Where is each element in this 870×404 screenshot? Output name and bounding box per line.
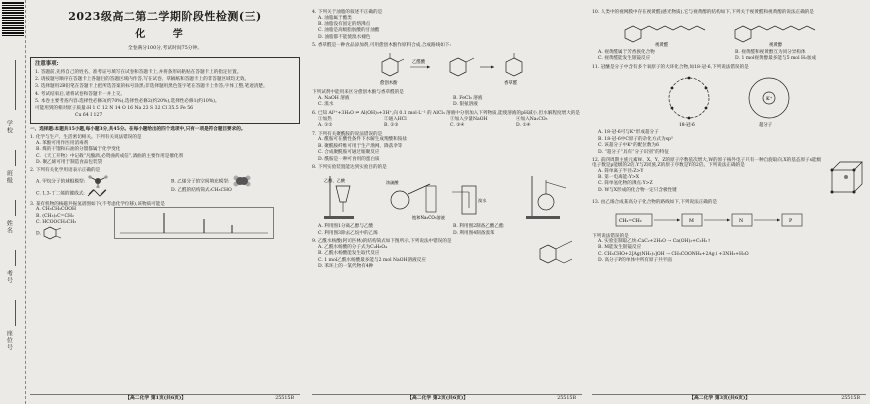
question-stem: 6. 已知 Al³⁺+3H₂O ⇌ Al(OH)₃+3H⁺,向 0.1 mol·L⁻¹ 的 AlCl₃ 溶液中分别加入下列物质,能使溶液的pH减小,但水解程度增大的是 [312,111,581,117]
question-3 [30,202,300,242]
exam-code: 25515B [557,396,576,402]
option-b: B. ②③ [384,123,399,129]
butadiene-skeletal-formula [86,188,110,198]
option-c: C. 溴水 [318,102,334,108]
notice-title: 注意事项: [35,61,59,68]
option-b: B. 油脂没有固定的熔沸点 [318,21,371,27]
apparatus-label: 饱和Na₂CO₃溶液 [412,215,445,221]
svg-text:K⁺: K⁺ [766,96,773,103]
option-a: A. 苯酚可用作医用消毒剂 [36,140,89,146]
route-node: N [739,218,744,224]
option-b: B. M能发生银镜反应 [598,245,642,251]
margin-line [15,250,16,266]
option-d: D. 利用图4制备溴苯 [453,230,495,236]
option-b: B. 乙酰水杨酸能发生取代反应 [318,251,380,257]
notice-item: 2. 请按题号顺序在答题卡上各题目的答题区域内作答,写在试卷、草稿纸和答题卡上的非答题区域均无效。 [35,77,250,83]
option-d: D. 银氨溶液 [453,102,478,108]
option-a: A. CH₃CH₂COOH [36,207,77,213]
question-6 [312,111,582,129]
question-13 [592,200,866,264]
margin-label-seat: 座位号 [5,330,13,351]
condition-1: ①加热 [318,116,332,122]
option-a: A. 利用图1分离乙醇与乙酸 [318,224,374,230]
notice-item: Cu 64 I 127 [75,113,103,119]
page-3 [592,4,866,402]
route-node: M [689,218,694,224]
exam-meta: 全卷满分100分,考试时间75分钟。 [127,45,203,51]
option-b: B. 煤的干馏和石油的分馏都属于化学变化 [36,147,121,153]
margin-line [15,200,16,216]
option-a: A. 视黄醛属于芳香族化合物 [598,49,655,55]
structure-label: 愈创木酚 [380,81,398,87]
apparatus-label: 溴水 [478,198,487,204]
question-stem: 4. 下列关于油脂的叙述不正确的是 [312,10,383,15]
option-a: A. 实验室制取乙炔:CaC₂+2H₂O → Ca(OH)₂+C₂H₂↑ [598,239,712,245]
lab-apparatus-figures [322,172,572,222]
option-c [36,188,165,198]
question-stem: 10. 人类中的视网膜中存在视黄醛(感光物质),它与视黄醇的结构如下,下列关于视黄醛和视黄醇的说法正确的是 [592,10,814,15]
option-a: A. ①② [318,123,333,129]
option-d: D. 苯环上的一氯代物有4种 [318,264,374,270]
option-b [171,174,300,188]
margin-line [15,60,16,110]
exam-code: 25515B [841,396,860,402]
notice-item: 可能用到的相对原子质量:H 1 C 12 N 14 O 16 Na 23 S 32 Cl 35.5 Fe 56 [35,105,194,111]
question-9 [312,239,582,273]
question-substem: 下列说法错误的是 [592,233,629,239]
option-d: D. 油脂都不能使溴水褪色 [318,34,371,40]
methane-ball-stick-model [87,174,109,188]
option-text: A. 甲烷分子的球棍模型: [36,179,86,185]
question-11 [592,65,866,155]
notice-item: 5. 本卷主要考查内容:选择性必修3(约70%),选择性必修2(约20%),选择性必修1(约10%)。 [35,98,220,104]
condition-4: ④加入Na₂CO₃ [516,116,548,122]
question-stem: 5. 香草醛是一种食品添加剂,可用愈创木酚作原料合成,合成路线如下: [312,42,451,48]
subject-title: 化 学 [135,29,195,41]
synthesis-route [614,208,844,232]
ethylene-space-filling-model [231,174,253,188]
margin-label-id: 考号 [5,270,13,284]
notice-item: 3. 选择题用2B铅笔在答题卡上把所选答案的标号涂黑;非选择题用黑色签字笔在答题卡上作答;字体工整,笔迹清楚。 [35,84,268,90]
question-1 [30,135,300,165]
question-12 [592,158,866,198]
page-footer [592,394,866,402]
question-8 [312,165,582,237]
option-a: A. NaOH 溶液 [318,95,350,101]
barcode [2,2,24,36]
structure-label: 超分子 [759,123,773,129]
reagent-label: 乙醛酸 [412,60,426,66]
option-text: C. 1,3-丁二烯的键线式: [36,191,85,197]
question-stem: 8. 下列实验装置能达到实验目的的是 [312,164,387,170]
question-stem: 7. 下列有关聚酰胺的说法错误的是 [312,131,383,137]
question-2 [30,168,300,199]
question-stem: 11. 冠醚是分子中含有多个氧原子的大环化合物,如18-冠-6,下列说法错误的是 [592,64,749,70]
option-b: B. 18-冠-6中C原子的杂化方式为sp³ [598,136,673,142]
option-d: D. 乙醛的结构简式:CH₃CHO [171,188,232,194]
exam-code: 25515B [275,396,294,402]
option-c: C. ③④ [450,123,465,129]
option-c: C. HCOOCH₂CH₃ [36,220,77,226]
margin-label-school: 学校 [5,120,13,134]
page-number: 【高二化学 第1页(共6页)】 [125,395,187,402]
question-stem: 13. 由乙烯合成某高分子化合物的路线如下,下列说法正确的是 [592,199,718,205]
dibromobenzene-structure [42,226,62,240]
option-a: A. 油脂属于酯类 [318,15,352,21]
question-7 [312,132,582,162]
option-b: B. (CH₃)₂C=CH₂ [36,213,74,219]
option-c: C. 1 mol乙酰水杨酸最多能与2 mol NaOH溶液反应 [318,257,426,263]
route-node: P [789,218,793,224]
option-text: D. [36,231,41,237]
structure-label: 香草醛 [504,81,518,87]
option-a: A. 18-冠-6可与K⁺形成超分子 [598,130,659,136]
option-a: A. 简单离子半径:Z>Y [598,168,644,174]
notice-box [30,57,300,124]
option-b: B. 视黄醛和视黄醇互为同分异构体 [735,49,806,55]
section-heading: 一、选择题:本题共15小题,每小题3分,共45分。在每小题给出的四个选项中,只有一项是符合题目要求的。 [30,127,246,133]
crystal-cell-diagram [826,158,866,198]
option-a [36,174,165,188]
apparatus-label: 乙醇、乙酸 [324,178,345,184]
option-d: D. 聚乙烯可用于制造食品包装袋 [36,160,103,166]
page-1 [30,4,300,402]
crown-ether-figures [629,72,829,128]
route-node: CH₂=CH₂ [619,218,642,224]
question-stem: 9. 乙酰水杨酸(阿司匹林)的结构简式如下图所示,下列说法中错误的是 [312,239,452,245]
question-stem: 3. 某有机物的核磁共振氢谱图如下(不考虑化学位移),该物质可能是 [30,201,165,207]
structure-label: 视黄醛 [655,42,669,48]
option-c: C. 《天工开物》中记载“凡酿酒,必资曲药成信”,酒曲的主要作用是催化剂 [36,153,184,159]
condition-2: ②通入HCl [384,116,407,122]
question-stem: 1. 化学与生产、生活密切相关。下列有关说法错误的是 [30,135,142,141]
notice-item: 4. 考试结束后,请将试卷和答题卡一并上交。 [35,91,125,97]
page-footer [312,394,582,402]
option-d: D. ①④ [516,123,531,129]
condition-3: ③加入少量NaOH [450,116,488,122]
option-d: D. 酰胺是一种可食用的蛋白质 [318,156,380,162]
retinal-retinol-structures [619,18,839,48]
page-footer [30,394,300,402]
option-d: D. “超分子”具有“分子识别”的特征 [598,149,669,155]
structure-label: 视黄醇 [769,42,783,48]
option-c: C. 利用图3除去乙烷中的乙烯 [318,230,378,236]
option-d [36,226,110,240]
structure-label: 18-冠-6 [679,123,695,129]
page-number: 【高二化学 第3页(共6页)】 [689,395,751,402]
question-10 [592,10,866,62]
binding-margin [0,0,26,404]
option-b: B. 第一电离能:Y>X [598,175,639,181]
option-c: C. 合成聚酰胺可通过缩聚反应 [318,150,380,156]
margin-label-class: 班级 [5,170,13,184]
option-c: C. 简单氢化物的沸点:Y>Z [598,181,653,187]
option-b: B. 聚酰胺纤维可用于生产渔网、降落伞等 [318,143,403,149]
option-c: C. CH₃CHO+2[Ag(NH₃)₂]OH → CH₃COONH₄+2Ag↓+3NH₃+H₂O [598,251,749,257]
notice-item: 1. 答题前,先将自己的姓名、准考证号填写在试卷和答题卡上,并将条形码粘贴在答题卡上的指定位置。 [35,70,242,76]
question-5 [312,43,582,109]
question-stem: 12. 前四周期主族元素W、X、Y、Z的原子序数依次增大,W的原子核外电子只有一种自旋取向,X的基态原子s能级电子数是p能级的2倍,Y与Z同族,Z的原子序数是Y的2倍。下列说法正确的是 [592,157,822,169]
question-stem: 2. 下列有关化学用语表示正确的是 [30,168,101,174]
margin-line [15,300,16,326]
option-text: B. 乙烯分子的空间填充模型: [171,179,230,185]
option-b: B. 利用图2制备乙酸乙酯 [453,224,504,230]
exam-title: 2023级高二第二学期阶段性检测(三) [68,10,262,23]
page-number: 【高二化学 第2页(共6页)】 [407,395,469,402]
option-d: D. 高分子P的单体中所有原子共平面 [598,258,672,264]
question-4 [312,10,582,40]
option-c: C. 该超分子中K⁺的配位数为6 [598,143,659,149]
vanillin-synthesis-scheme [362,50,532,88]
option-d: D. W与X形成的化合物一定只含极性键 [598,187,677,193]
aspirin-structure [532,239,582,273]
option-a: A. 乙酰水杨酸的分子式为C₉H₈O₄ [318,244,387,250]
question-substem: 下列试剂中能用来区分愈创木酚与香草醛的是 [312,90,404,96]
option-a: A. 酰胺可在酸性条件下水解生成羧酸和铵盐 [318,137,407,143]
option-c: C. 油脂是高级脂肪酸的甘油酯 [318,28,380,34]
page-2 [312,4,582,402]
option-c: C. 视黄醛能发生银镜反应 [598,55,651,61]
apparatus-label: 浓硫酸 [386,180,399,186]
option-d: D. 1 mol视黄醇最多能与5 mol H₂加成 [735,55,817,61]
option-b: B. FeCl₃ 溶液 [453,95,483,101]
margin-label-name: 姓名 [5,220,13,234]
margin-line [15,150,16,166]
nmr-spectrum [114,207,274,239]
